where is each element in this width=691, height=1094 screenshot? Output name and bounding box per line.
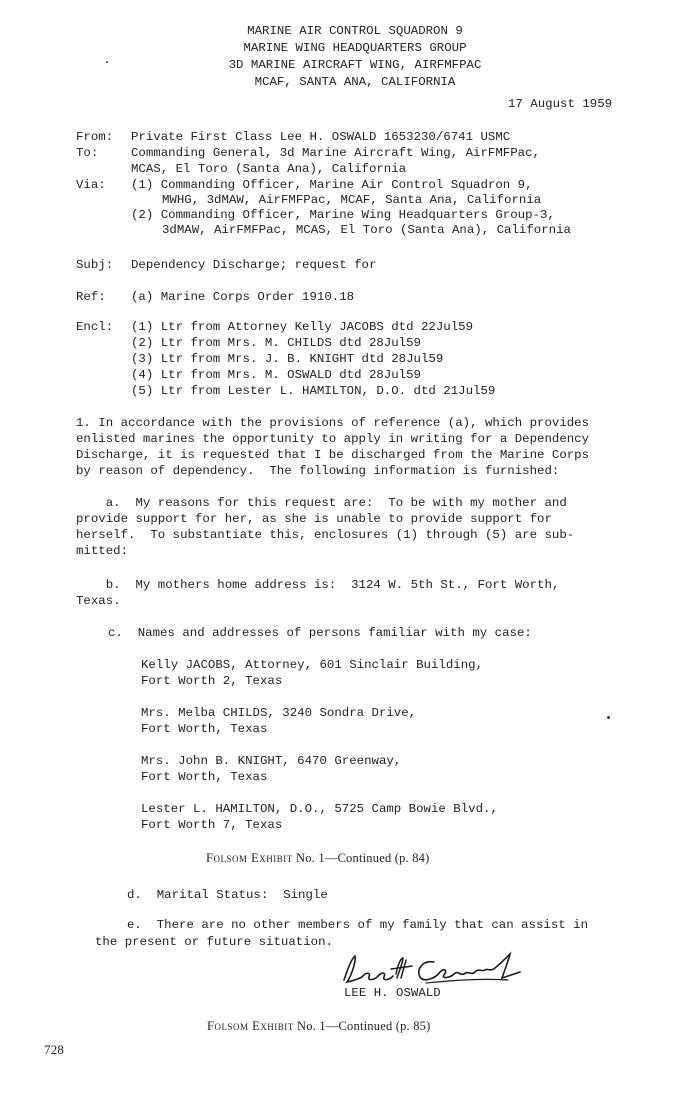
reference-value: (a) Marine Corps Order 1910.18 [131,290,355,304]
letterhead-line-4: MCAF, SANTA ANA, CALIFORNIA [254,75,456,89]
paragraph-1-line: Discharge, it is requested that I be discharged from the Marine Corps [76,448,590,462]
item-b-line: Texas. [76,594,121,608]
via-2-line-2: 3dMAW, AirFMFPac, MCAS, El Toro (Santa Ana), California [162,223,571,237]
contact-line: Fort Worth, Texas [141,722,268,736]
contact-line: Fort Worth 7, Texas [141,818,283,832]
via-2-line-1: (2) Commanding Officer, Marine Wing Headquarters Group-3, [131,208,555,222]
contact-line: Mrs. John B. KNIGHT, 6470 Greenway, [141,754,402,768]
item-c-heading: c. Names and addresses of persons familiar with my case: [108,626,532,640]
paragraph-1-line: 1. In accordance with the provisions of reference (a), which provides [76,416,590,430]
printed-signature-name: LEE H. OSWALD [344,986,441,1000]
subject-value: Dependency Discharge; request for [131,258,377,272]
scan-speck [607,716,610,719]
item-a-line: mitted: [76,544,129,558]
page-number: 728 [44,1042,65,1057]
contact-line: Kelly JACOBS, Attorney, 601 Sinclair Building, [141,658,484,672]
letterhead-line-3: 3D MARINE AIRCRAFT WING, AIRFMFPAC [228,58,482,72]
paragraph-1-line: by reason of dependency. The following information is furnished: [76,464,560,478]
item-e-line: the present or future situation. [95,935,333,949]
enclosure-item: (2) Ltr from Mrs. M. CHILDS dtd 28Jul59 [131,336,421,350]
from-label: From: [76,130,114,144]
item-a-line: herself. To substantiate this, enclosures (1) through (5) are sub- [76,528,575,542]
enclosure-item: (1) Ltr from Attorney Kelly JACOBS dtd 22Jul59 [131,320,474,334]
enclosure-item: (4) Ltr from Mrs. M. OSWALD dtd 28Jul59 [131,368,421,382]
to-label: To: [76,146,99,160]
exhibit-caption-2: Folsom Exhibit No. 1—Continued (p. 85) [207,1019,431,1033]
contact-line: Fort Worth 2, Texas [141,674,283,688]
exhibit-caption-1: Folsom Exhibit No. 1—Continued (p. 84) [206,851,430,865]
item-d: d. Marital Status: Single [127,888,328,902]
enclosure-item: (3) Ltr from Mrs. J. B. KNIGHT dtd 28Jul59 [131,352,444,366]
enclosures-label: Encl: [76,320,114,334]
via-label: Via: [76,178,106,192]
contact-line: Lester L. HAMILTON, D.O., 5725 Camp Bowie Blvd., [141,802,498,816]
via-1-line-2: MWHG, 3dMAW, AirFMFPac, MCAF, Santa Ana, California [162,193,542,207]
via-1-line-1: (1) Commanding Officer, Marine Air Control Squadron 9, [131,178,533,192]
letterhead-line-2: MARINE WING HEADQUARTERS GROUP [243,41,467,55]
item-e-line: e. There are no other members of my family that can assist in [127,918,589,932]
letter-date: 17 August 1959 [508,97,613,111]
scan-speck [106,61,108,63]
item-b-line: b. My mothers home address is: 3124 W. 5th St., Fort Worth, [76,578,560,592]
contact-line: Fort Worth, Texas [141,770,268,784]
to-value-line-1: Commanding General, 3d Marine Aircraft Wing, AirFMFPac, [131,146,540,160]
enclosure-item: (5) Ltr from Lester L. HAMILTON, D.O. dtd 21Jul59 [131,384,496,398]
to-value-line-2: MCAS, El Toro (Santa Ana), California [131,162,407,176]
contact-line: Mrs. Melba CHILDS, 3240 Sondra Drive, [141,706,417,720]
item-a-line: a. My reasons for this request are: To be with my mother and [76,496,567,510]
item-a-line: provide support for her, as she is unable to provide support for [76,512,552,526]
reference-label: Ref: [76,290,106,304]
from-value: Private First Class Lee H. OSWALD 1653230/6741 USMC [131,130,511,144]
subject-label: Subj: [76,258,114,272]
letterhead-line-1: MARINE AIR CONTROL SQUADRON 9 [247,24,463,38]
paragraph-1-line: enlisted marines the opportunity to apply in writing for a Dependency [76,432,590,446]
